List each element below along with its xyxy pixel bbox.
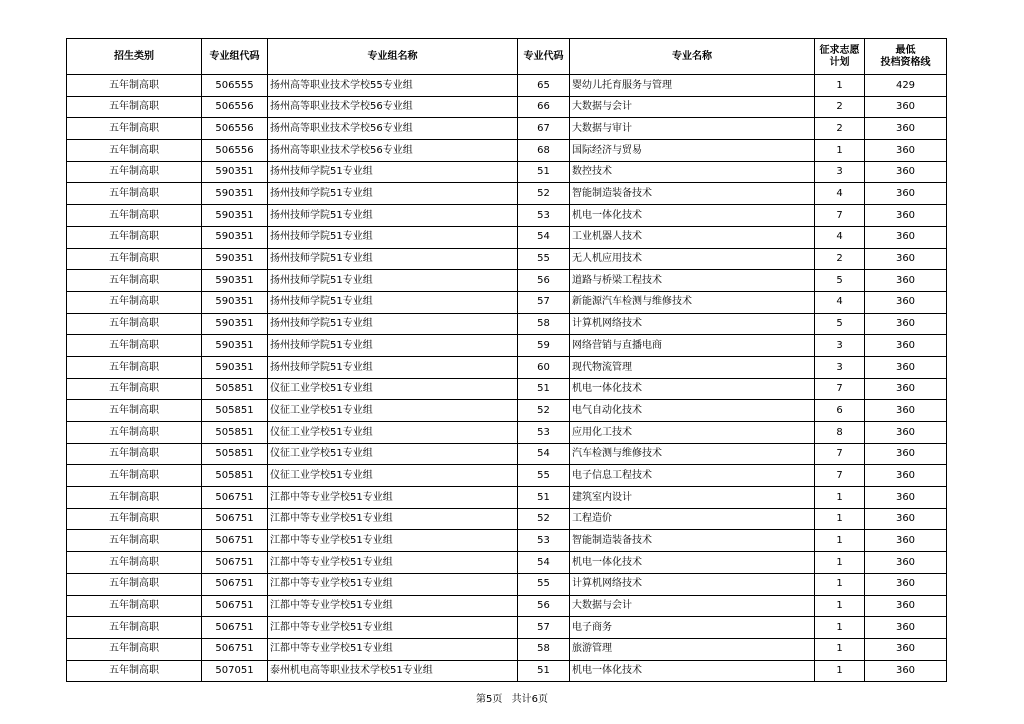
page-total: 共计6页 <box>511 694 548 705</box>
cell-group-code: 507051 <box>202 660 268 682</box>
cell-major-code: 59 <box>518 335 570 357</box>
cell-group-name: 扬州技师学院51专业组 <box>268 291 518 313</box>
cell-category: 五年制高职 <box>67 205 202 227</box>
cell-plan: 4 <box>815 291 865 313</box>
cell-min-score: 360 <box>865 422 947 444</box>
cell-plan: 1 <box>815 487 865 509</box>
cell-min-score: 360 <box>865 660 947 682</box>
cell-group-code: 590351 <box>202 335 268 357</box>
cell-major-code: 66 <box>518 96 570 118</box>
cell-group-name: 扬州技师学院51专业组 <box>268 183 518 205</box>
cell-group-name: 扬州技师学院51专业组 <box>268 248 518 270</box>
cell-major-name: 道路与桥梁工程技术 <box>570 270 815 292</box>
header-major-name <box>570 39 815 75</box>
cell-major-name: 网络营销与直播电商 <box>570 335 815 357</box>
cell-group-name: 扬州高等职业技术学校56专业组 <box>268 140 518 162</box>
cell-major-name: 大数据与审计 <box>570 118 815 140</box>
cell-group-name: 江都中等专业学校51专业组 <box>268 573 518 595</box>
cell-plan: 4 <box>815 183 865 205</box>
cell-group-name: 江都中等专业学校51专业组 <box>268 617 518 639</box>
cell-plan: 4 <box>815 226 865 248</box>
cell-major-name: 无人机应用技术 <box>570 248 815 270</box>
table-row <box>67 378 947 400</box>
cell-plan: 2 <box>815 248 865 270</box>
cell-min-score: 360 <box>865 530 947 552</box>
cell-major-code: 68 <box>518 140 570 162</box>
cell-group-name: 江都中等专业学校51专业组 <box>268 487 518 509</box>
cell-group-code: 590351 <box>202 161 268 183</box>
cell-group-name: 扬州高等职业技术学校56专业组 <box>268 118 518 140</box>
cell-major-name: 智能制造装备技术 <box>570 530 815 552</box>
cell-major-code: 51 <box>518 378 570 400</box>
cell-min-score: 360 <box>865 118 947 140</box>
cell-major-name: 计算机网络技术 <box>570 313 815 335</box>
cell-group-code: 506751 <box>202 595 268 617</box>
cell-plan: 1 <box>815 552 865 574</box>
cell-major-name: 智能制造装备技术 <box>570 183 815 205</box>
cell-category: 五年制高职 <box>67 75 202 97</box>
cell-plan: 1 <box>815 660 865 682</box>
table-row <box>67 291 947 313</box>
cell-plan: 1 <box>815 573 865 595</box>
cell-category: 五年制高职 <box>67 487 202 509</box>
cell-group-name: 江都中等专业学校51专业组 <box>268 530 518 552</box>
table-row <box>67 96 947 118</box>
cell-major-code: 54 <box>518 443 570 465</box>
cell-plan: 1 <box>815 530 865 552</box>
table-row <box>67 638 947 660</box>
cell-plan: 7 <box>815 205 865 227</box>
cell-major-code: 51 <box>518 161 570 183</box>
table-row <box>67 75 947 97</box>
cell-plan: 7 <box>815 443 865 465</box>
cell-major-name: 大数据与会计 <box>570 96 815 118</box>
cell-group-name: 扬州技师学院51专业组 <box>268 356 518 378</box>
cell-min-score: 360 <box>865 270 947 292</box>
cell-major-name: 新能源汽车检测与维修技术 <box>570 291 815 313</box>
cell-min-score: 360 <box>865 573 947 595</box>
cell-min-score: 360 <box>865 313 947 335</box>
cell-group-code: 506751 <box>202 487 268 509</box>
cell-category: 五年制高职 <box>67 226 202 248</box>
cell-plan: 2 <box>815 96 865 118</box>
cell-major-code: 52 <box>518 508 570 530</box>
cell-major-name: 机电一体化技术 <box>570 378 815 400</box>
cell-min-score: 360 <box>865 356 947 378</box>
cell-min-score: 360 <box>865 226 947 248</box>
cell-major-code: 58 <box>518 638 570 660</box>
table-row <box>67 118 947 140</box>
cell-major-code: 60 <box>518 356 570 378</box>
table-body <box>67 75 947 682</box>
cell-group-name: 仪征工业学校51专业组 <box>268 422 518 444</box>
table-row <box>67 183 947 205</box>
cell-group-name: 扬州技师学院51专业组 <box>268 270 518 292</box>
cell-major-name: 大数据与会计 <box>570 595 815 617</box>
cell-category: 五年制高职 <box>67 270 202 292</box>
cell-group-code: 506751 <box>202 573 268 595</box>
cell-group-code: 506555 <box>202 75 268 97</box>
cell-major-name: 数控技术 <box>570 161 815 183</box>
cell-category: 五年制高职 <box>67 161 202 183</box>
cell-major-name: 国际经济与贸易 <box>570 140 815 162</box>
cell-major-name: 机电一体化技术 <box>570 552 815 574</box>
cell-category: 五年制高职 <box>67 422 202 444</box>
cell-group-code: 506751 <box>202 638 268 660</box>
cell-major-name: 电子商务 <box>570 617 815 639</box>
cell-major-code: 54 <box>518 552 570 574</box>
cell-plan: 1 <box>815 508 865 530</box>
cell-category: 五年制高职 <box>67 335 202 357</box>
cell-min-score: 360 <box>865 248 947 270</box>
cell-group-code: 590351 <box>202 183 268 205</box>
header-major-code <box>518 39 570 75</box>
cell-category: 五年制高职 <box>67 530 202 552</box>
cell-major-name: 工业机器人技术 <box>570 226 815 248</box>
cell-group-code: 590351 <box>202 291 268 313</box>
table-row <box>67 530 947 552</box>
cell-major-code: 67 <box>518 118 570 140</box>
cell-major-name: 建筑室内设计 <box>570 487 815 509</box>
cell-group-name: 扬州高等职业技术学校55专业组 <box>268 75 518 97</box>
cell-min-score: 360 <box>865 443 947 465</box>
table-row <box>67 660 947 682</box>
cell-group-code: 590351 <box>202 248 268 270</box>
cell-major-code: 56 <box>518 270 570 292</box>
cell-plan: 5 <box>815 313 865 335</box>
cell-plan: 7 <box>815 465 865 487</box>
cell-group-code: 506751 <box>202 530 268 552</box>
table-row <box>67 161 947 183</box>
cell-major-code: 65 <box>518 75 570 97</box>
cell-group-name: 仪征工业学校51专业组 <box>268 465 518 487</box>
table-row <box>67 205 947 227</box>
header-line: 投档资格线 <box>880 56 931 68</box>
cell-major-code: 55 <box>518 573 570 595</box>
cell-major-name: 电气自动化技术 <box>570 400 815 422</box>
header-category <box>67 39 202 75</box>
cell-category: 五年制高职 <box>67 248 202 270</box>
cell-major-code: 57 <box>518 617 570 639</box>
cell-group-code: 505851 <box>202 400 268 422</box>
cell-plan: 1 <box>815 617 865 639</box>
header-line: 专业组名称 <box>367 50 418 62</box>
cell-major-code: 53 <box>518 530 570 552</box>
cell-min-score: 360 <box>865 617 947 639</box>
cell-group-code: 505851 <box>202 378 268 400</box>
cell-major-name: 电子信息工程技术 <box>570 465 815 487</box>
table-row <box>67 595 947 617</box>
cell-min-score: 360 <box>865 552 947 574</box>
cell-plan: 1 <box>815 638 865 660</box>
admission-table <box>66 38 947 682</box>
cell-category: 五年制高职 <box>67 96 202 118</box>
cell-group-name: 泰州机电高等职业技术学校51专业组 <box>268 660 518 682</box>
cell-category: 五年制高职 <box>67 660 202 682</box>
table-row <box>67 422 947 444</box>
cell-group-code: 590351 <box>202 270 268 292</box>
cell-min-score: 360 <box>865 291 947 313</box>
cell-major-code: 57 <box>518 291 570 313</box>
cell-major-code: 58 <box>518 313 570 335</box>
cell-min-score: 360 <box>865 487 947 509</box>
cell-group-name: 仪征工业学校51专业组 <box>268 443 518 465</box>
table-row <box>67 508 947 530</box>
table-row <box>67 443 947 465</box>
cell-min-score: 360 <box>865 508 947 530</box>
cell-major-name: 机电一体化技术 <box>570 660 815 682</box>
cell-group-code: 506556 <box>202 96 268 118</box>
cell-major-code: 56 <box>518 595 570 617</box>
cell-category: 五年制高职 <box>67 183 202 205</box>
cell-category: 五年制高职 <box>67 595 202 617</box>
cell-major-name: 现代物流管理 <box>570 356 815 378</box>
cell-group-code: 506556 <box>202 140 268 162</box>
cell-group-code: 590351 <box>202 205 268 227</box>
header-line: 最低 <box>895 45 916 56</box>
cell-major-code: 52 <box>518 183 570 205</box>
cell-plan: 7 <box>815 378 865 400</box>
table-row <box>67 552 947 574</box>
cell-group-name: 扬州高等职业技术学校56专业组 <box>268 96 518 118</box>
cell-group-code: 505851 <box>202 465 268 487</box>
cell-min-score: 360 <box>865 183 947 205</box>
table-row <box>67 487 947 509</box>
header-line: 征求志愿 <box>819 45 860 56</box>
table-row <box>67 465 947 487</box>
header-line: 计划 <box>829 56 850 68</box>
cell-group-name: 仪征工业学校51专业组 <box>268 378 518 400</box>
table-row <box>67 313 947 335</box>
cell-category: 五年制高职 <box>67 118 202 140</box>
cell-category: 五年制高职 <box>67 400 202 422</box>
cell-plan: 1 <box>815 595 865 617</box>
cell-group-name: 扬州技师学院51专业组 <box>268 205 518 227</box>
cell-group-name: 江都中等专业学校51专业组 <box>268 595 518 617</box>
cell-group-code: 506751 <box>202 552 268 574</box>
cell-group-name: 江都中等专业学校51专业组 <box>268 552 518 574</box>
header-line: 招生类别 <box>114 50 154 62</box>
cell-category: 五年制高职 <box>67 140 202 162</box>
cell-min-score: 360 <box>865 400 947 422</box>
cell-major-code: 52 <box>518 400 570 422</box>
cell-min-score: 360 <box>865 140 947 162</box>
cell-plan: 5 <box>815 270 865 292</box>
cell-group-code: 506751 <box>202 617 268 639</box>
header-line: 专业组代码 <box>209 50 260 62</box>
cell-major-name: 机电一体化技术 <box>570 205 815 227</box>
cell-group-code: 590351 <box>202 226 268 248</box>
cell-min-score: 360 <box>865 161 947 183</box>
cell-major-name: 汽车检测与维修技术 <box>570 443 815 465</box>
cell-major-name: 应用化工技术 <box>570 422 815 444</box>
table-header-row <box>67 39 947 75</box>
cell-category: 五年制高职 <box>67 291 202 313</box>
cell-major-code: 55 <box>518 465 570 487</box>
table-row <box>67 573 947 595</box>
header-plan <box>815 39 865 75</box>
cell-group-name: 江都中等专业学校51专业组 <box>268 638 518 660</box>
cell-min-score: 360 <box>865 638 947 660</box>
cell-major-code: 55 <box>518 248 570 270</box>
cell-group-code: 590351 <box>202 356 268 378</box>
cell-major-code: 53 <box>518 422 570 444</box>
header-group-code <box>202 39 268 75</box>
cell-group-name: 扬州技师学院51专业组 <box>268 335 518 357</box>
cell-min-score: 429 <box>865 75 947 97</box>
cell-min-score: 360 <box>865 595 947 617</box>
cell-min-score: 360 <box>865 205 947 227</box>
page-footer <box>0 690 1024 705</box>
cell-category: 五年制高职 <box>67 356 202 378</box>
cell-group-name: 江都中等专业学校51专业组 <box>268 508 518 530</box>
table-row <box>67 356 947 378</box>
table-row <box>67 248 947 270</box>
cell-category: 五年制高职 <box>67 378 202 400</box>
table-row <box>67 335 947 357</box>
cell-category: 五年制高职 <box>67 573 202 595</box>
header-group-name <box>268 39 518 75</box>
cell-category: 五年制高职 <box>67 552 202 574</box>
header-line: 专业代码 <box>523 50 564 62</box>
cell-plan: 2 <box>815 118 865 140</box>
cell-min-score: 360 <box>865 335 947 357</box>
cell-plan: 3 <box>815 356 865 378</box>
table-row <box>67 140 947 162</box>
cell-category: 五年制高职 <box>67 443 202 465</box>
cell-group-name: 仪征工业学校51专业组 <box>268 400 518 422</box>
cell-group-code: 506751 <box>202 508 268 530</box>
cell-min-score: 360 <box>865 378 947 400</box>
cell-major-name: 旅游管理 <box>570 638 815 660</box>
cell-category: 五年制高职 <box>67 465 202 487</box>
cell-group-name: 扬州技师学院51专业组 <box>268 161 518 183</box>
cell-major-code: 54 <box>518 226 570 248</box>
cell-category: 五年制高职 <box>67 617 202 639</box>
cell-group-code: 506556 <box>202 118 268 140</box>
cell-plan: 1 <box>815 75 865 97</box>
cell-major-code: 51 <box>518 487 570 509</box>
cell-major-code: 51 <box>518 660 570 682</box>
cell-min-score: 360 <box>865 96 947 118</box>
cell-category: 五年制高职 <box>67 638 202 660</box>
cell-group-code: 505851 <box>202 422 268 444</box>
cell-plan: 1 <box>815 140 865 162</box>
cell-major-code: 53 <box>518 205 570 227</box>
cell-plan: 3 <box>815 161 865 183</box>
cell-group-name: 扬州技师学院51专业组 <box>268 226 518 248</box>
cell-major-name: 工程造价 <box>570 508 815 530</box>
cell-major-name: 计算机网络技术 <box>570 573 815 595</box>
table-row <box>67 226 947 248</box>
cell-plan: 3 <box>815 335 865 357</box>
cell-category: 五年制高职 <box>67 313 202 335</box>
cell-plan: 6 <box>815 400 865 422</box>
table-row <box>67 617 947 639</box>
cell-category: 五年制高职 <box>67 508 202 530</box>
cell-plan: 8 <box>815 422 865 444</box>
cell-group-code: 505851 <box>202 443 268 465</box>
table-row <box>67 400 947 422</box>
header-min-score <box>865 39 947 75</box>
page-number: 第5页 <box>476 694 503 705</box>
table-row <box>67 270 947 292</box>
cell-major-name: 婴幼儿托育服务与管理 <box>570 75 815 97</box>
cell-group-code: 590351 <box>202 313 268 335</box>
cell-group-name: 扬州技师学院51专业组 <box>268 313 518 335</box>
cell-min-score: 360 <box>865 465 947 487</box>
header-line: 专业名称 <box>672 50 712 62</box>
